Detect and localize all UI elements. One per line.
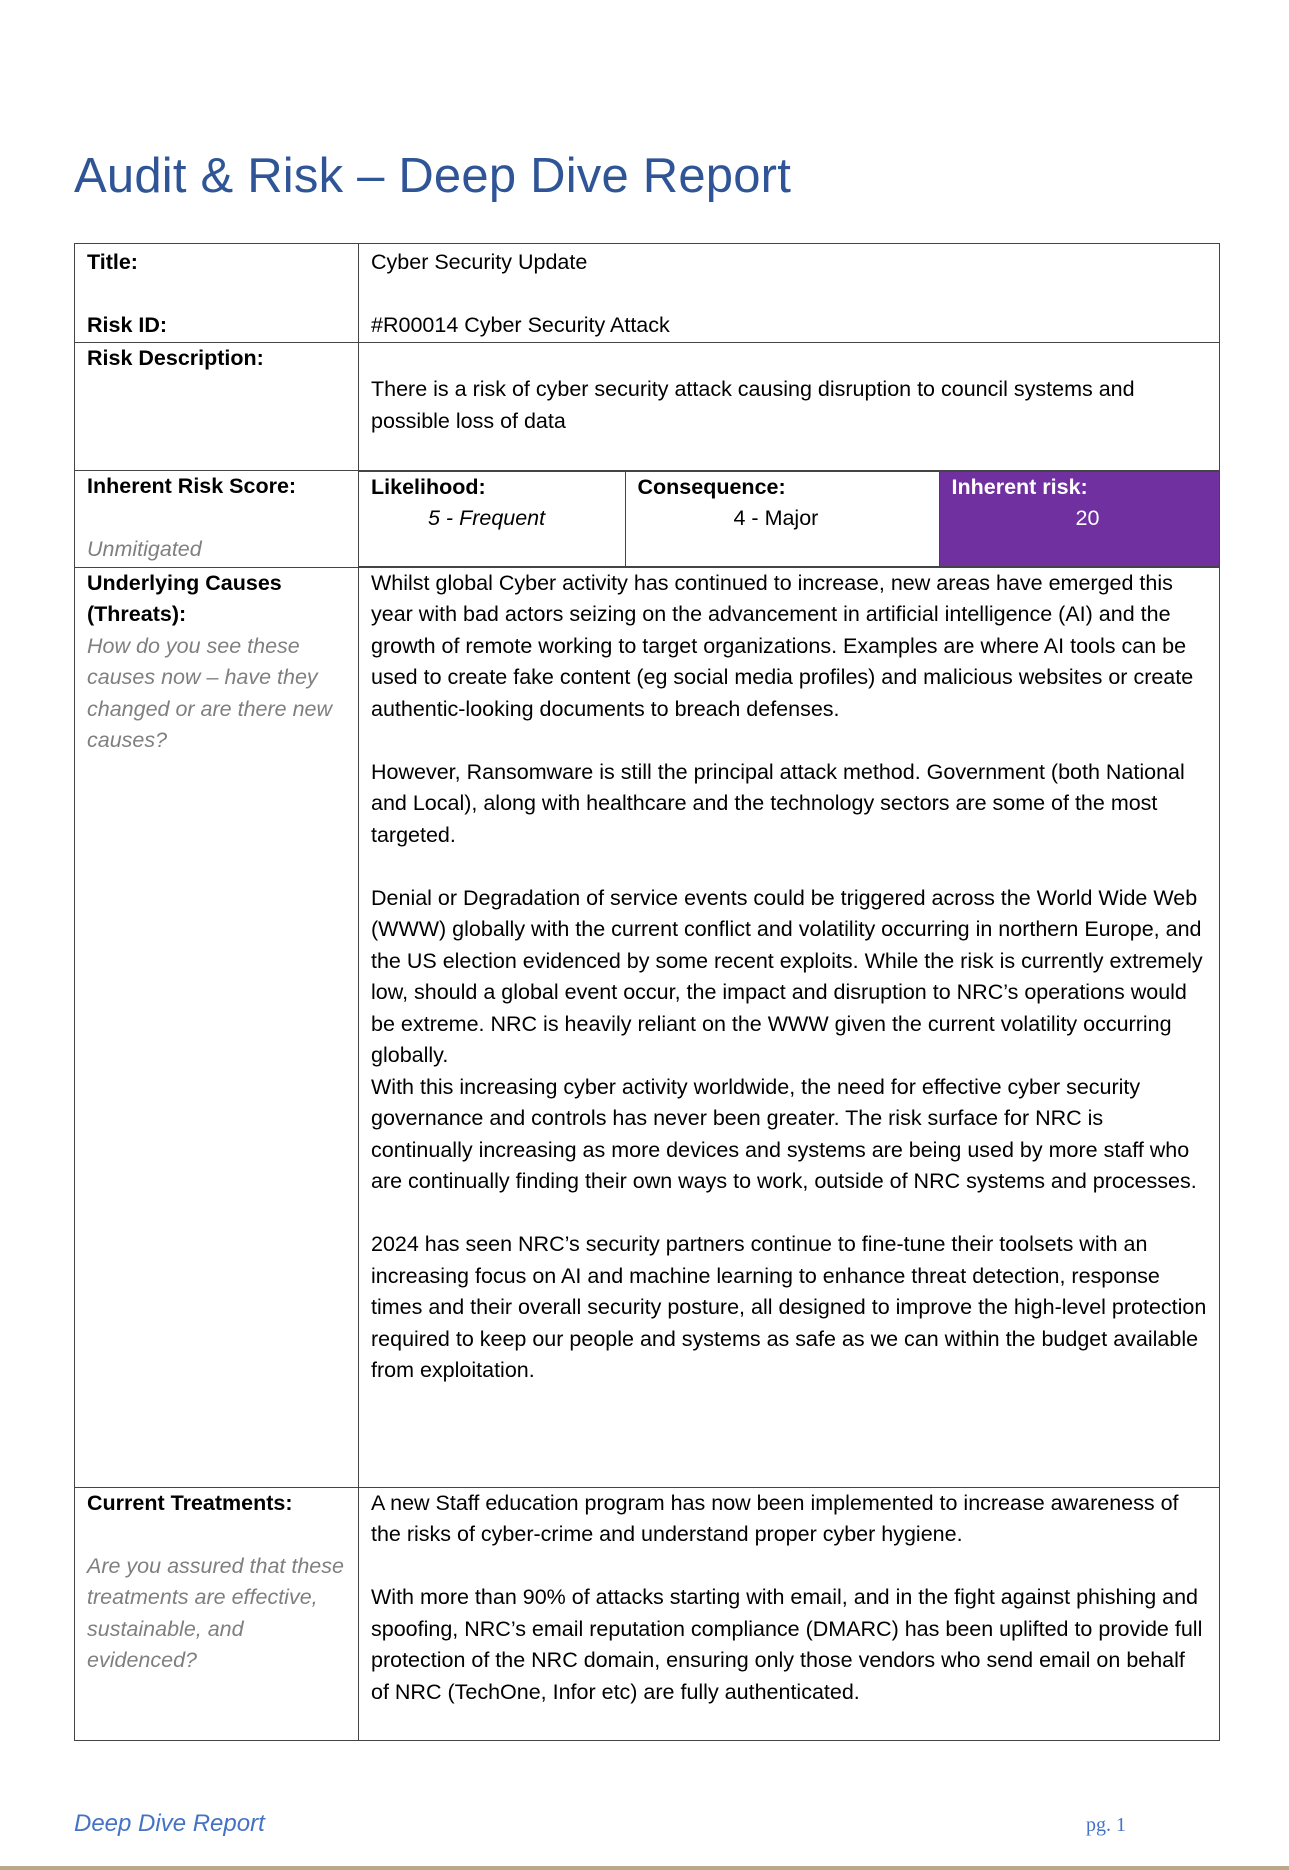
treatments-paragraph-2: With more than 90% of attacks starting with email, and in the fight against phishing and spoofing, NRC’s email reputation compliance (DMARC) has been uplifted to provide full protection of the NRC domain, ensuring only those vendors who send email on behalf of NRC (TechOne, Infor etc) are fully authenticated. — [371, 1585, 1203, 1704]
risk-description-label: Risk Description: — [87, 345, 264, 370]
inherent-score-label-cell — [75, 470, 359, 567]
inherent-risk-value: 20 — [1075, 506, 1100, 530]
title-value: Cyber Security Update — [371, 250, 588, 274]
risk-description-value-cell — [359, 342, 1220, 470]
page-title: Audit & Risk – Deep Dive Report — [74, 149, 792, 203]
risk-id-value: #R00014 Cyber Security Attack — [371, 313, 670, 337]
footer-page-number: pg. 1 — [1086, 1814, 1126, 1836]
risk-description-value: There is a risk of cyber security attack causing disruption to council systems and possible loss of data — [371, 377, 1135, 433]
treatments-label: Current Treatments: — [87, 1490, 293, 1515]
inherent-score-label: Inherent Risk Score: — [87, 473, 297, 498]
consequence-cell — [625, 471, 939, 566]
risk-description-label-cell — [75, 342, 359, 470]
causes-paragraph-4: With this increasing cyber activity worldwide, the need for effective cyber security governance and controls has never been greater. The risk surface for NRC is continually increasing as more devices and systems are being used by more staff who are continually finding their own ways to work, outside of NRC systems and processes. — [371, 1074, 1197, 1193]
inherent-risk-cell — [939, 471, 1219, 566]
consequence-label: Consequence: — [637, 474, 786, 499]
causes-paragraph-3: Denial or Degradation of service events could be triggered across the World Wide Web (WWW) globally with the current conflict and volatility occurring in northern Europe, and the US election evidenced by some recent exploits. While the risk is currently extremely low, should a global event occur, the impact and disruption to NRC’s operations would be extreme. NRC is heavily reliant on the WWW given the current volatility occurring globally. — [371, 885, 1203, 1067]
causes-label: Underlying Causes (Threats): — [87, 570, 282, 626]
title-value-cell — [359, 244, 1220, 343]
causes-row — [75, 567, 1220, 1487]
causes-label-cell — [75, 567, 359, 1487]
causes-paragraph-5: 2024 has seen NRC’s security partners continue to fine-tune their toolsets with an increasing focus on AI and machine learning to enhance threat detection, response times and their overall security posture, all designed to improve the high-level protection required to keep our people and systems as safe as we can within the budget available from exploitation. — [371, 1232, 1207, 1382]
consequence-value: 4 - Major — [733, 506, 819, 530]
treatments-label-cell — [75, 1487, 359, 1740]
inherent-score-row — [75, 470, 1220, 567]
title-row — [75, 244, 1220, 343]
inherent-score-values-cell — [359, 470, 1220, 567]
causes-paragraph-2: However, Ransomware is still the principal attack method. Government (both National and Local), along with healthcare and the technology sectors are some of the most targeted. — [371, 759, 1185, 847]
likelihood-label: Likelihood: — [371, 474, 486, 499]
causes-paragraph-1: Whilst global Cyber activity has continued to increase, new areas have emerged this year with bad actors seizing on the advancement in artificial intelligence (AI) and the growth of remote working to target organizations. Examples are where AI tools can be used to create fake content (eg social media profiles) and malicious websites or create authentic-looking documents to breach defenses. — [371, 570, 1194, 721]
title-label-cell — [75, 244, 359, 343]
title-label: Title: — [87, 250, 138, 274]
treatments-value-cell — [359, 1487, 1220, 1740]
likelihood-cell — [359, 471, 625, 566]
treatments-paragraph-1: A new Staff education program has now been implemented to increase awareness of the risks of cyber-crime and understand proper cyber hygiene. — [371, 1490, 1179, 1546]
likelihood-value: 5 - Frequent — [428, 506, 546, 530]
footer-document-name: Deep Dive Report — [74, 1810, 265, 1837]
risk-id-label: Risk ID: — [87, 313, 168, 337]
inherent-score-hint: Unmitigated — [87, 536, 202, 561]
inherent-risk-label: Inherent risk: — [951, 474, 1088, 499]
treatments-row — [75, 1487, 1220, 1740]
causes-hint: How do you see these causes now – have they changed or are there new causes? — [87, 633, 333, 752]
risk-table — [74, 243, 1220, 1741]
risk-description-row — [75, 342, 1220, 470]
causes-value-cell — [359, 567, 1220, 1487]
inherent-score-subtable — [359, 471, 1220, 567]
treatments-hint: Are you assured that these treatments are effective, sustainable, and evidenced? — [87, 1553, 344, 1672]
page-bottom-rule — [0, 1866, 1289, 1870]
